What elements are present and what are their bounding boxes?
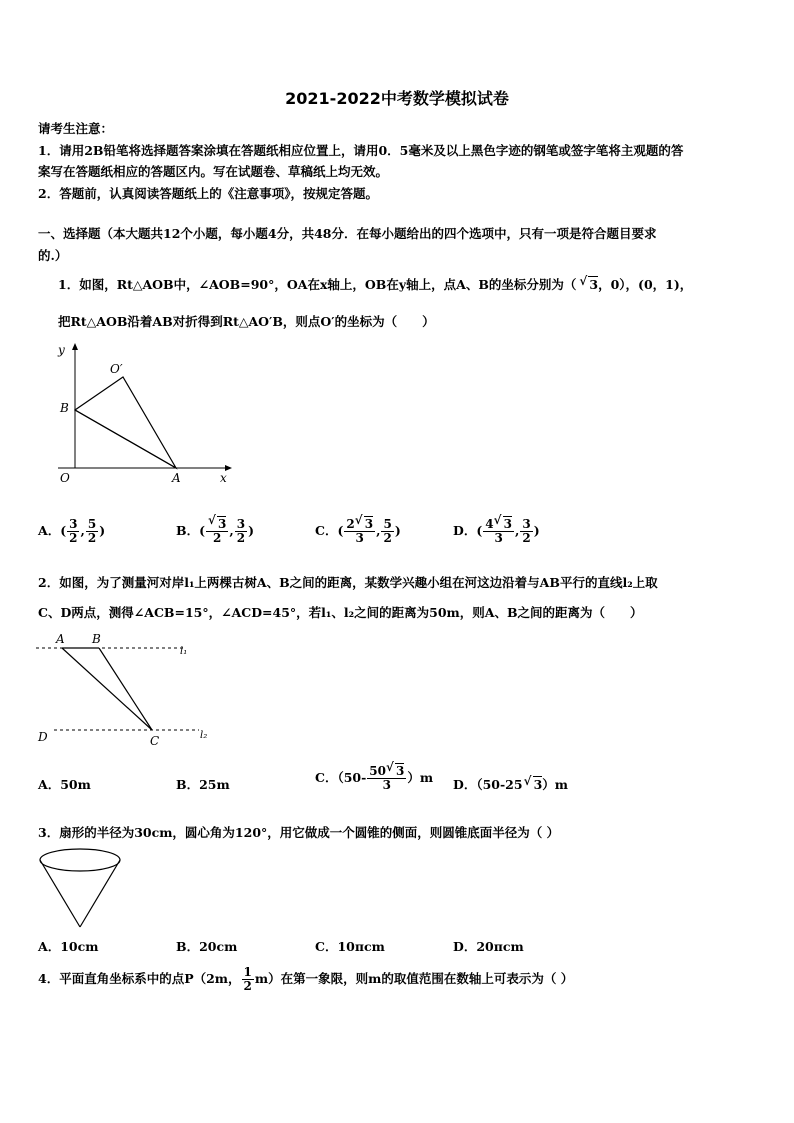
- q1-point-o-prime: O′: [110, 362, 123, 376]
- q3-cone-figure: [36, 846, 126, 930]
- q2-stem-line-1: 2．如图，为了测量河对岸l₁上两棵古树A、B之间的距离，某数学兴趣小组在河这边沿着与AB平行的直线l₂上取: [38, 575, 658, 590]
- q2-option-a[interactable]: A．50m: [38, 777, 91, 792]
- q3-option-c[interactable]: C．10πcm: [315, 939, 385, 954]
- section-heading-cont: 的.）: [38, 248, 68, 263]
- page-title: 2021-2022中考数学模拟试卷: [285, 89, 509, 108]
- q2-option-b[interactable]: B．25m: [176, 777, 230, 792]
- q1-point-o: O: [60, 471, 70, 485]
- q2-point-c: C: [150, 734, 160, 748]
- q1-stem-line-2: 把Rt△AOB沿着AB对折得到Rt△AO′B，则点O′的坐标为（ ）: [58, 314, 435, 329]
- q1-axis-y-label: y: [58, 343, 65, 357]
- q2-stem-line-2: C、D两点，测得∠ACB=15°，∠ACD=45°，若l₁、l₂之间的距离为50m，则A、B之间的距离为（ ）: [38, 605, 643, 620]
- notice-heading: 请考生注意：: [38, 121, 114, 136]
- q1-option-d[interactable]: D．( $\frac{4√ 3}{3}$ , $\frac{3}{2}$ ): [453, 518, 540, 545]
- q3-option-b[interactable]: B．20cm: [176, 939, 238, 954]
- q1-option-c[interactable]: C．( $\frac{2√ 3}{3}$ , $\frac{5}{2}$ ): [315, 518, 401, 545]
- q1-option-a[interactable]: A．( $\frac{3}{2}$ , $\frac{5}{2}$ ): [38, 517, 106, 545]
- q4-stem: 4．平面直角坐标系中的点P（2m， $\frac{1}{2}$ m）在第一象限，则m的取值范围在数轴上可表示为（ ）: [38, 965, 574, 993]
- q1-option-b[interactable]: B．( √ $\frac{3}{2}$ , $\frac{3}{2}$ ): [176, 518, 254, 545]
- q1-point-a: A: [172, 471, 181, 485]
- q1-axis-x-label: x: [220, 471, 227, 485]
- q2-option-d[interactable]: D．（50-25√ 3）m: [453, 775, 568, 793]
- q2-figure: [34, 628, 224, 750]
- notice-line-1-cont: 案写在答题纸相应的答题区内。写在试题卷、草稿纸上均无效。: [38, 164, 389, 179]
- q1-point-b: B: [60, 401, 69, 415]
- notice-line-1: 1．请用2B铅笔将选择题答案涂填在答题纸相应位置上，请用0．5毫米及以上黑色字迹的钢笔或签字笔将主观题的答: [38, 143, 684, 158]
- q1-figure: [48, 340, 238, 488]
- notice-line-2: 2．答题前，认真阅读答题纸上的《注意事项》，按规定答题。: [38, 186, 378, 201]
- q2-line-l1: l₁: [180, 646, 188, 657]
- q3-stem: 3．扇形的半径为30cm，圆心角为120°，用它做成一个圆锥的侧面，则圆锥底面半径为（ ）: [38, 825, 560, 840]
- q1-stem-line-1: 1．如图，Rt△AOB中，∠AOB=90°，OA在x轴上，OB在y轴上，点A、B的坐标分别为（√ 3，0），(0，1)，: [58, 275, 692, 293]
- q3-option-a[interactable]: A．10cm: [38, 939, 99, 954]
- q2-point-b: B: [92, 632, 101, 646]
- q2-point-d: D: [38, 730, 48, 744]
- q3-option-d[interactable]: D．20πcm: [453, 939, 524, 954]
- q2-point-a: A: [56, 632, 65, 646]
- q2-option-c[interactable]: C．（50- $\frac{50√ 3}{3}$ ）m: [315, 765, 433, 792]
- q2-line-l2: l₂: [200, 730, 208, 741]
- section-heading: 一、选择题（本大题共12个小题，每小题4分，共48分．在每小题给出的四个选项中，只有一项是符合题目要求: [38, 226, 657, 241]
